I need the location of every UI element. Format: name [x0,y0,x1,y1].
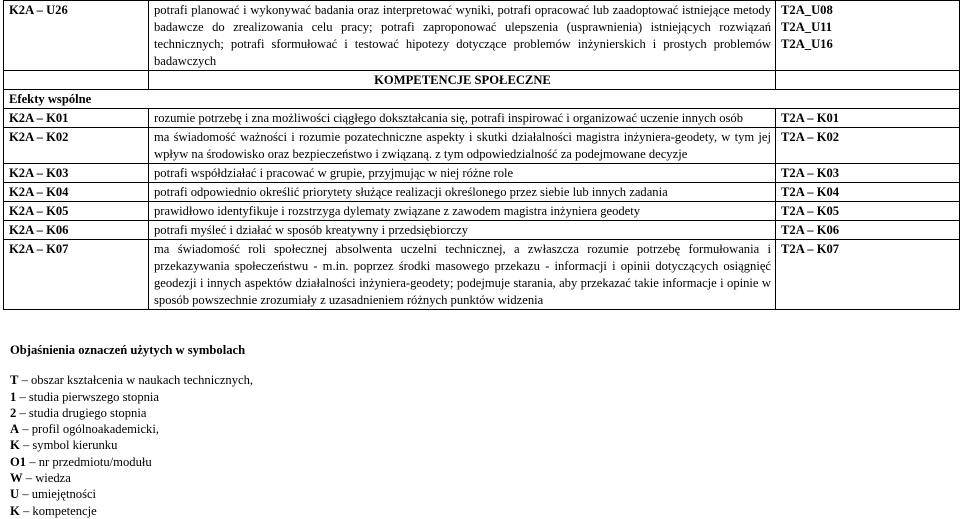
legend-separator: – [19,487,32,502]
legend-key: 2 [10,405,17,420]
legend-separator: – [16,389,29,404]
section-heading-row [4,71,960,90]
group-heading-row [4,90,960,109]
reference-cell: T2A – K07 [776,240,960,310]
symbol-cell: K2A – K07 [4,240,149,310]
symbol-cell: K2A – K02 [4,128,149,164]
reference-cell: T2A – K02 [776,128,960,164]
legend-item [10,421,253,437]
reference-code: T2A_U11 [781,20,833,34]
table-row [4,183,960,202]
learning-outcomes-table [3,0,960,310]
group-heading: Efekty wspólne [4,90,960,109]
legend-text: obszar kształcenia w naukach technicznych, [31,373,254,388]
description-cell: ma świadomość ważności i rozumie pozatechniczne aspekty i skutki działalności magistra inżyniera-geodety, w tym jej wpływ na środowisko oraz bezpieczeństwo i związaną. z tym odpowiedzialność za podejmowane decyzje [149,128,776,164]
legend-key: 1 [10,389,17,404]
reference-cell: T2A – K06 [776,221,960,240]
legend-key: K [10,438,20,453]
legend-key: O1 [10,454,27,469]
reference-cell: T2A – K05 [776,202,960,221]
description-cell: potrafi współdziałać i pracować w grupie, przyjmując w niej różne role [149,164,776,183]
table-row [4,221,960,240]
legend-title: Objaśnienia oznaczeń użytych w symbolach [10,343,246,357]
table-row [4,202,960,221]
legend-key: W [10,471,23,486]
reference-cell: T2A – K03 [776,164,960,183]
legend-item [10,503,253,519]
reference-code: T2A_U16 [781,37,833,51]
table-row [4,164,960,183]
legend-key: T [10,373,19,388]
table-row [4,1,960,71]
legend-item [10,372,253,388]
legend [10,342,253,519]
legend-text: umiejętności [31,487,97,502]
reference-cell: T2A – K04 [776,183,960,202]
legend-key: K [10,503,20,518]
legend-key: U [10,487,20,502]
legend-separator: – [22,471,36,486]
legend-separator: – [26,454,39,469]
description-cell: rozumie potrzebę i zna możliwości ciągłego dokształcania się, potrafi inspirować i organizować uczenie innych osób [149,109,776,128]
legend-text: profil ogólnoakademicki, [31,422,160,437]
symbol-cell: K2A – K01 [4,109,149,128]
legend-separator: – [19,503,33,518]
table-row [4,240,960,310]
symbol-cell: K2A – K05 [4,202,149,221]
legend-separator: – [19,422,32,437]
symbol-cell: K2A – K06 [4,221,149,240]
legend-text: symbol kierunku [32,438,118,453]
description-cell: prawidłowo identyfikuje i rozstrzyga dylematy związane z zawodem magistra inżyniera geodety [149,202,776,221]
legend-item [10,470,253,486]
table-row [4,128,960,164]
reference-code: T2A_U08 [781,3,833,17]
legend-text: studia drugiego stopnia [28,405,147,420]
description-cell: potrafi odpowiednio określić priorytety służące realizacji określonego przez siebie lub innych zadania [149,183,776,202]
description-cell: potrafi planować i wykonywać badania oraz interpretować wyniki, potrafi opracować lub zaadoptować istniejące metody badawcze do zrealizowania celu pracy; potrafi zaproponować ulepszenia (usprawnienia) istniejących rozwiązań technicznych; potrafi sformułować i testować hipotezy dotyczące problemów inżynierskich i prostych problemów badawczych [149,1,776,71]
legend-separator: – [19,438,33,453]
legend-list [10,372,253,519]
reference-cell: T2A – K01 [776,109,960,128]
legend-text: wiedza [35,471,71,486]
table-row [4,109,960,128]
symbol-cell: K2A – K03 [4,164,149,183]
description-cell: ma świadomość roli społecznej absolwenta uczelni technicznej, a zwłaszcza rozumie potrzebę formułowania i przekazywania społeczeństwu - m.in. poprzez środki masowego przekazu - informacji i opinii dotyczących osiągnięć geodezji i innych aspektów działalności inżyniera-geodety; podejmuje starania, aby przekazać takie informacje i opinie w sposób powszechnie zrozumiały z uzasadnieniem różnych punktów widzenia [149,240,776,310]
section-heading: KOMPETENCJE SPOŁECZNE [149,71,776,90]
legend-item [10,486,253,502]
legend-text: nr przedmiotu/modułu [38,454,152,469]
legend-separator: – [18,373,31,388]
legend-item [10,389,253,405]
legend-text: studia pierwszego stopnia [28,389,159,404]
legend-item [10,454,253,470]
legend-separator: – [16,405,29,420]
legend-item [10,437,253,453]
legend-key: A [10,422,20,437]
legend-item [10,405,253,421]
symbol-cell: K2A – K04 [4,183,149,202]
symbol-cell: K2A – U26 [4,1,149,71]
legend-text: kompetencje [32,503,97,518]
reference-cell [776,1,960,71]
description-cell: potrafi myśleć i działać w sposób kreatywny i przedsiębiorczy [149,221,776,240]
